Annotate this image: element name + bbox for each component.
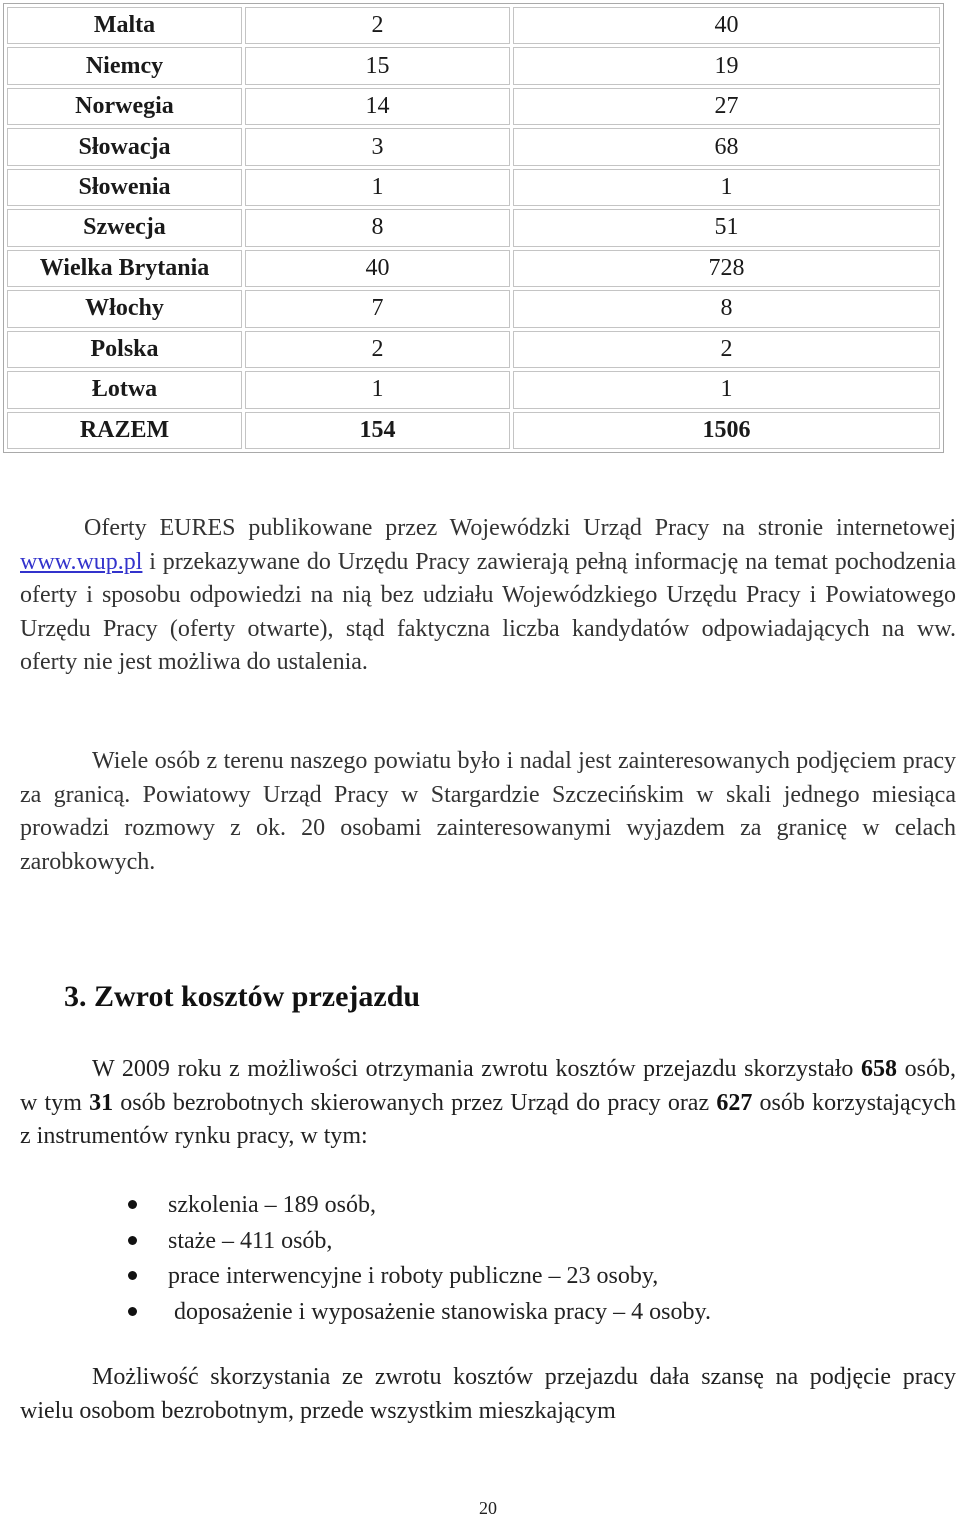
table-row	[7, 250, 940, 287]
table-row	[7, 7, 940, 44]
bullet-icon	[128, 1200, 137, 1209]
section-heading: 3. Zwrot kosztów przejazdu	[64, 980, 421, 1013]
value-cell: 51	[513, 209, 940, 246]
list-item-text: szkolenia – 189 osób,	[168, 1192, 376, 1218]
value-cell: 1506	[513, 412, 940, 449]
table-row	[7, 371, 940, 408]
refund-count-total: 658	[861, 1056, 898, 1082]
value-cell: 1	[513, 169, 940, 206]
table-row	[7, 412, 940, 449]
country-cell: Malta	[7, 7, 242, 44]
conclusion-paragraph: Możliwość skorzystania ze zwrotu kosztów przejazdu dała szansę na podjęcie pracy wielu osobom bezrobotnym, przede wszystkim mieszkającym	[20, 1364, 956, 1424]
country-cell: Norwegia	[7, 88, 242, 125]
refund-text-3: osób bezrobotnych skierowanych przez Urząd do pracy oraz	[113, 1089, 717, 1116]
value-cell: 15	[245, 47, 510, 84]
page-number: 20	[479, 1498, 497, 1518]
refund-count-instruments: 627	[716, 1089, 753, 1116]
table-row	[7, 128, 940, 165]
eures-paragraph	[20, 512, 956, 680]
value-cell: 2	[513, 331, 940, 368]
country-cell: Szwecja	[7, 209, 242, 246]
country-cell: Wielka Brytania	[7, 250, 242, 287]
value-cell: 8	[513, 290, 940, 327]
travel-refund-paragraph	[20, 1053, 956, 1154]
bullet-icon	[128, 1307, 137, 1316]
instruments-list	[0, 1188, 960, 1330]
value-cell: 2	[245, 7, 510, 44]
eures-text-start: Oferty EURES publikowane przez Wojewódzki Urząd Pracy na stronie internetowej	[84, 515, 956, 541]
refund-text-1: W 2009 roku z możliwości otrzymania zwrotu kosztów przejazdu skorzystało	[92, 1056, 862, 1082]
table-row	[7, 88, 940, 125]
refund-count-unemployed: 31	[89, 1089, 114, 1116]
bullet-icon	[128, 1271, 137, 1280]
value-cell: 1	[245, 169, 510, 206]
eures-text-end: i przekazywane do Urzędu Pracy zawierają pełną informację na temat pochodzenia oferty i sposobu odpowiedzi na nią bez udziału Wojewódzkiego Urzędu Pracy i Powiatowego Urzędu Pracy (oferty otwarte), stąd faktyczna liczba kandydatów odpowiadających na ww. oferty nie jest możliwa do ustalenia.	[20, 548, 956, 675]
refund-text-2: osób, w tym	[20, 1056, 957, 1116]
value-cell: 7	[245, 290, 510, 327]
country-cell: Słowacja	[7, 128, 242, 165]
table-row	[7, 290, 940, 327]
refund-text-4: osób korzystających z instrumentów rynku pracy, w tym:	[20, 1089, 957, 1149]
value-cell: 3	[245, 128, 510, 165]
table-row	[7, 209, 940, 246]
wup-link[interactable]: www.wup.pl	[20, 548, 143, 575]
country-cell: Włochy	[7, 290, 242, 327]
value-cell: 154	[245, 412, 510, 449]
list-item	[0, 1295, 960, 1331]
value-cell: 68	[513, 128, 940, 165]
value-cell: 8	[245, 209, 510, 246]
list-item-text: prace interwencyjne i roboty publiczne – 23 osoby,	[168, 1263, 659, 1289]
value-cell: 1	[245, 371, 510, 408]
country-cell: Polska	[7, 331, 242, 368]
table-row	[7, 47, 940, 84]
value-cell: 27	[513, 88, 940, 125]
value-cell: 14	[245, 88, 510, 125]
countries-table	[3, 3, 944, 453]
list-item-text: staże – 411 osób,	[168, 1227, 333, 1254]
interest-paragraph: Wiele osób z terenu naszego powiatu było i nadal jest zainteresowanych podjęciem pracy za granicą. Powiatowy Urząd Pracy w Stargardzie Szczecińskim w skali jednego miesiąca prowadzi rozmowy z ok. 20 osobami zainteresowanymi wyjazdem za granicę w celach zarobkowych.	[20, 748, 956, 875]
list-item-text: doposażenie i wyposażenie stanowiska pracy – 4 osoby.	[168, 1298, 711, 1325]
value-cell: 19	[513, 47, 940, 84]
table-row	[7, 169, 940, 206]
value-cell: 40	[513, 7, 940, 44]
list-item	[0, 1188, 960, 1224]
value-cell: 1	[513, 371, 940, 408]
value-cell: 728	[513, 250, 940, 287]
table-row	[7, 331, 940, 368]
country-cell: Niemcy	[7, 47, 242, 84]
country-cell: Łotwa	[7, 371, 242, 408]
list-item	[0, 1259, 960, 1295]
value-cell: 40	[245, 250, 510, 287]
value-cell: 2	[245, 331, 510, 368]
bullet-icon	[128, 1236, 137, 1245]
country-cell: Słowenia	[7, 169, 242, 206]
list-item	[0, 1224, 960, 1260]
country-cell: RAZEM	[7, 412, 242, 449]
